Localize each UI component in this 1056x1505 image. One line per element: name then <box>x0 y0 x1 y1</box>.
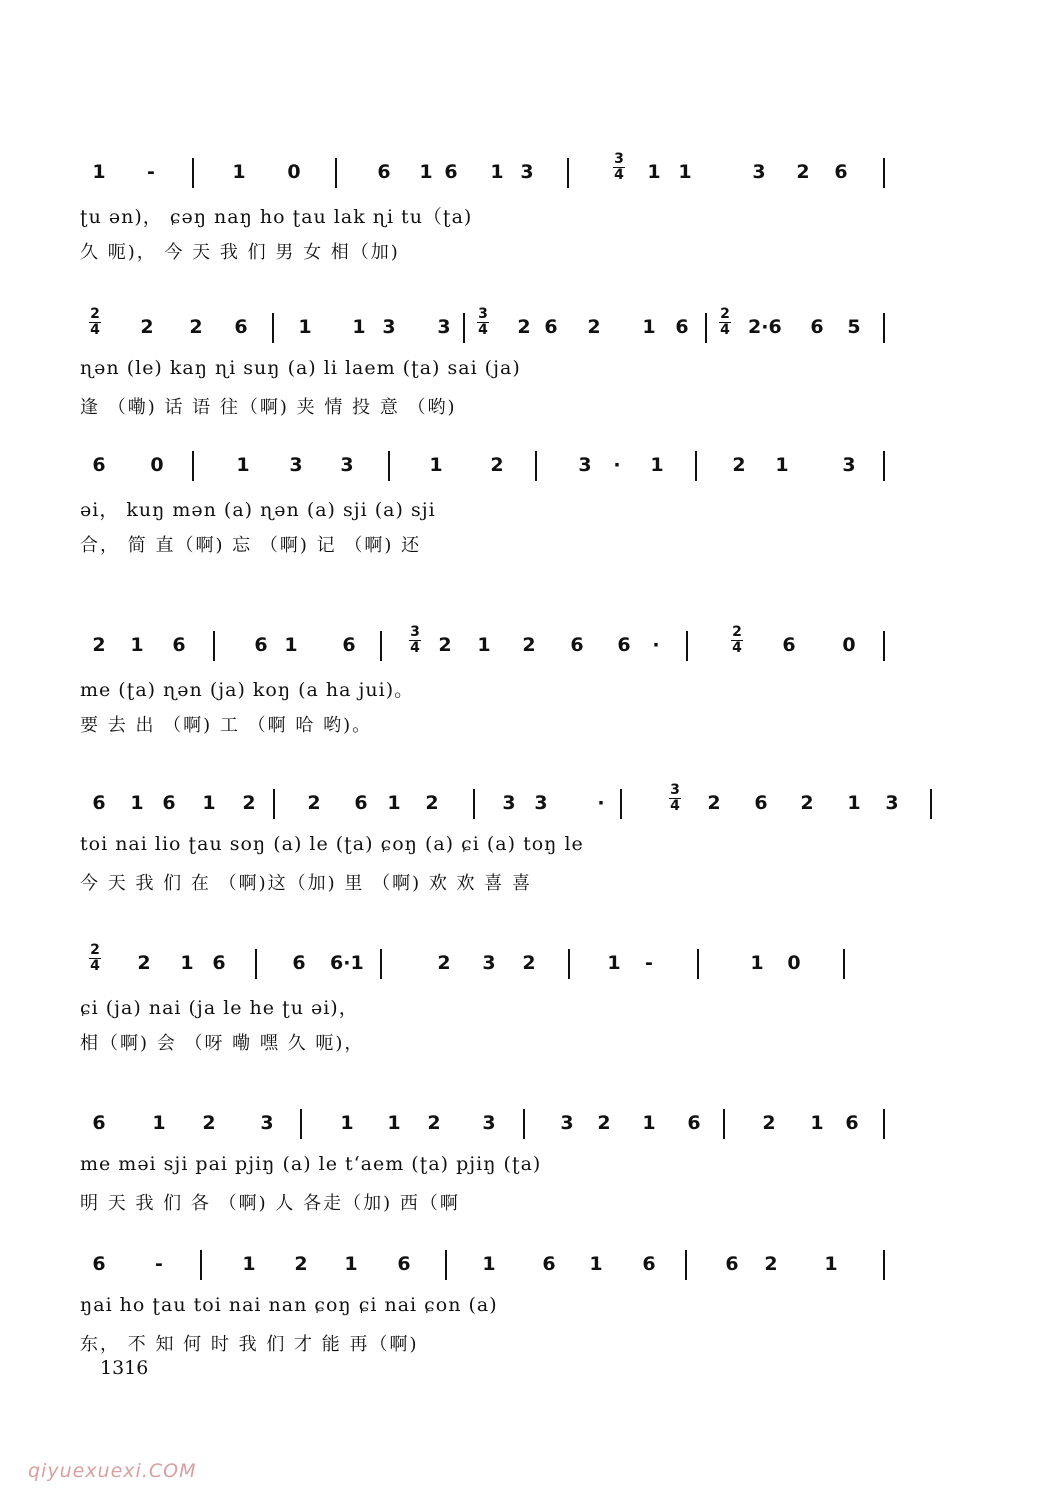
note: 3 <box>260 1112 274 1134</box>
time-signature: 2 4 <box>90 942 100 974</box>
note: 2 <box>796 161 810 183</box>
note: 6 <box>254 634 268 656</box>
note: 2 <box>140 316 154 338</box>
note: 5 <box>847 316 861 338</box>
barline <box>883 313 885 343</box>
note: 2 <box>522 952 536 974</box>
note: 6 <box>172 634 186 656</box>
note: 1 <box>419 161 433 183</box>
barline <box>273 789 275 819</box>
barline <box>883 158 885 188</box>
barline <box>200 1250 202 1280</box>
note: 6 <box>292 952 306 974</box>
note: 2 <box>732 454 746 476</box>
note: 2 <box>92 634 106 656</box>
barline <box>300 1109 302 1139</box>
music-system <box>80 782 900 901</box>
note: 6 <box>354 792 368 814</box>
note: 6 <box>570 634 584 656</box>
note: 1 <box>130 792 144 814</box>
note: 0 <box>842 634 856 656</box>
lyric-chinese: 合， 简 直（啊) 忘 （啊) 记 （啊) 还 <box>80 535 422 556</box>
barline <box>473 789 475 819</box>
note: 2 <box>189 316 203 338</box>
note: 3 <box>752 161 766 183</box>
note: 1 <box>236 454 250 476</box>
note: 1 <box>298 316 312 338</box>
barline <box>843 949 845 979</box>
barline <box>335 158 337 188</box>
note: 2 <box>137 952 151 974</box>
barline <box>380 949 382 979</box>
note: 2 <box>438 634 452 656</box>
note: 3 <box>437 316 451 338</box>
lyric-romanized: me məi sji pai pjiŋ (a) le tʻaem (ʈa) pjiŋ (ʈa) <box>80 1153 542 1175</box>
note: 6 <box>444 161 458 183</box>
barline <box>380 631 382 661</box>
note: 2 <box>242 792 256 814</box>
lyric-romanized: toi nai lio ʈau soŋ (a) le (ʈa) ɕoŋ (a) ɕi (a) toŋ le <box>80 833 584 855</box>
time-signature: 3 4 <box>410 624 420 656</box>
note: 1 <box>642 316 656 338</box>
note: 1 <box>477 634 491 656</box>
note: 6 <box>397 1253 411 1275</box>
note: 1 <box>152 1112 166 1134</box>
note: 2 <box>307 792 321 814</box>
note: 1 <box>232 161 246 183</box>
note: 6 <box>342 634 356 656</box>
barline <box>213 631 215 661</box>
note: 1 <box>607 952 621 974</box>
note: 2 <box>517 316 531 338</box>
barline <box>723 1109 725 1139</box>
note: 1 <box>340 1112 354 1134</box>
note: · <box>597 792 605 814</box>
barline <box>192 451 194 481</box>
music-system <box>80 624 900 743</box>
note: 0 <box>787 952 801 974</box>
barline <box>883 1250 885 1280</box>
music-system <box>80 1252 900 1362</box>
note: 1 <box>180 952 194 974</box>
barline <box>883 631 885 661</box>
lyric-chinese: 相（啊) 会 （呀 嘞 嘿 久 呃)， <box>80 1033 365 1054</box>
music-system <box>80 306 900 425</box>
note: 6 <box>617 634 631 656</box>
lyric-chinese: 逢 （嘞) 话 语 往（啊) 夹 情 投 意 （哟) <box>80 397 457 418</box>
note: 2 <box>707 792 721 814</box>
lyric-romanized: ʈu ən)， ɕəŋ naŋ ho ʈau lak ɳi tu（ʈa) <box>80 206 473 228</box>
note: 1 <box>824 1253 838 1275</box>
note: - <box>645 952 653 974</box>
note: · <box>652 634 660 656</box>
note: 1 <box>775 454 789 476</box>
time-signature: 2 4 <box>90 306 100 338</box>
barline <box>620 789 622 819</box>
note: 3 <box>340 454 354 476</box>
note: 6 <box>675 316 689 338</box>
note: 2·6 <box>748 316 782 338</box>
note: 3 <box>885 792 899 814</box>
note: 6 <box>212 952 226 974</box>
note: 3 <box>560 1112 574 1134</box>
note: 1 <box>344 1253 358 1275</box>
barline <box>686 631 688 661</box>
note: 3 <box>578 454 592 476</box>
note: 3 <box>482 952 496 974</box>
note: 6 <box>544 316 558 338</box>
music-system <box>80 942 900 1061</box>
lyric-chinese: 明 天 我 们 各 （啊) 人 各走（加) 西（啊 <box>80 1193 460 1214</box>
lyric-romanized: əi， kuŋ mən (a) ɳən (a) sji (a) sji <box>80 499 436 521</box>
note: 2 <box>522 634 536 656</box>
note: 2 <box>294 1253 308 1275</box>
note: 6 <box>92 1112 106 1134</box>
watermark: qiyuexuexi.COM <box>28 1460 197 1482</box>
note: 6 <box>845 1112 859 1134</box>
time-signature: 3 4 <box>478 306 488 338</box>
music-system <box>80 1111 900 1221</box>
barline <box>697 949 699 979</box>
music-system <box>80 151 900 270</box>
note: 1 <box>284 634 298 656</box>
time-signature: 2 4 <box>720 306 730 338</box>
lyric-chinese: 久 呃)， 今 天 我 们 男 女 相（加) <box>80 242 400 263</box>
note: 1 <box>92 161 106 183</box>
lyric-romanized: me (ʈa) ɳən (ja) koŋ (a ha jui)。 <box>80 679 415 701</box>
barline <box>930 789 932 819</box>
page-number: 1316 <box>100 1357 149 1379</box>
note: 2 <box>587 316 601 338</box>
barline <box>535 451 537 481</box>
music-system <box>80 453 900 563</box>
note: 6 <box>234 316 248 338</box>
note: 3 <box>520 161 534 183</box>
barline <box>255 949 257 979</box>
note: 6 <box>810 316 824 338</box>
note: - <box>155 1253 163 1275</box>
note: 6·1 <box>330 952 364 974</box>
note: 1 <box>352 316 366 338</box>
lyric-romanized: ɕi (ja) nai (ja le he ʈu əi)， <box>80 997 359 1019</box>
note: 1 <box>242 1253 256 1275</box>
note: 6 <box>92 792 106 814</box>
lyric-chinese: 今 天 我 们 在 （啊)这（加) 里 （啊) 欢 欢 喜 喜 <box>80 873 533 894</box>
note: 2 <box>762 1112 776 1134</box>
note: 1 <box>387 792 401 814</box>
note: 1 <box>650 454 664 476</box>
note: 2 <box>425 792 439 814</box>
note: 6 <box>687 1112 701 1134</box>
barline <box>685 1250 687 1280</box>
note: · <box>613 454 621 476</box>
barline <box>568 949 570 979</box>
note: 3 <box>382 316 396 338</box>
note: 6 <box>542 1253 556 1275</box>
lyric-chinese: 东， 不 知 何 时 我 们 才 能 再（啊) <box>80 1334 419 1355</box>
note: 2 <box>490 454 504 476</box>
note: 3 <box>482 1112 496 1134</box>
note: 1 <box>847 792 861 814</box>
note: 2 <box>800 792 814 814</box>
note: - <box>147 161 155 183</box>
barline <box>388 451 390 481</box>
note: 1 <box>387 1112 401 1134</box>
barline <box>695 451 697 481</box>
note: 1 <box>678 161 692 183</box>
lyric-romanized: ŋai ho ʈau toi nai nan ɕoŋ ɕi nai ɕon (a) <box>80 1294 498 1316</box>
barline <box>272 313 274 343</box>
note: 3 <box>289 454 303 476</box>
note: 3 <box>502 792 516 814</box>
barline <box>523 1109 525 1139</box>
note: 6 <box>162 792 176 814</box>
barline <box>463 313 465 343</box>
note: 1 <box>642 1112 656 1134</box>
barline <box>445 1250 447 1280</box>
note: 6 <box>377 161 391 183</box>
time-signature: 3 4 <box>670 782 680 814</box>
note: 1 <box>750 952 764 974</box>
note: 6 <box>782 634 796 656</box>
barline <box>883 1109 885 1139</box>
note: 2 <box>597 1112 611 1134</box>
lyric-chinese: 要 去 出 （啊) 工 （啊 哈 哟)。 <box>80 715 373 736</box>
note: 1 <box>647 161 661 183</box>
note: 2 <box>437 952 451 974</box>
note: 6 <box>92 1253 106 1275</box>
time-signature: 2 4 <box>732 624 742 656</box>
note: 0 <box>150 454 164 476</box>
note: 3 <box>534 792 548 814</box>
note: 6 <box>754 792 768 814</box>
note: 3 <box>842 454 856 476</box>
note: 1 <box>589 1253 603 1275</box>
barline <box>567 158 569 188</box>
barline <box>192 158 194 188</box>
note: 2 <box>427 1112 441 1134</box>
note: 1 <box>130 634 144 656</box>
note: 2 <box>202 1112 216 1134</box>
note: 2 <box>764 1253 778 1275</box>
note: 1 <box>202 792 216 814</box>
note: 1 <box>482 1253 496 1275</box>
barline <box>705 313 707 343</box>
note: 6 <box>725 1253 739 1275</box>
note: 0 <box>287 161 301 183</box>
note: 6 <box>92 454 106 476</box>
time-signature: 3 4 <box>614 151 624 183</box>
note: 6 <box>834 161 848 183</box>
note: 1 <box>810 1112 824 1134</box>
barline <box>883 451 885 481</box>
lyric-romanized: ɳən (le) kaŋ ɳi suŋ (a) li laem (ʈa) sai (ja) <box>80 357 521 379</box>
note: 1 <box>490 161 504 183</box>
note: 6 <box>642 1253 656 1275</box>
note: 1 <box>429 454 443 476</box>
